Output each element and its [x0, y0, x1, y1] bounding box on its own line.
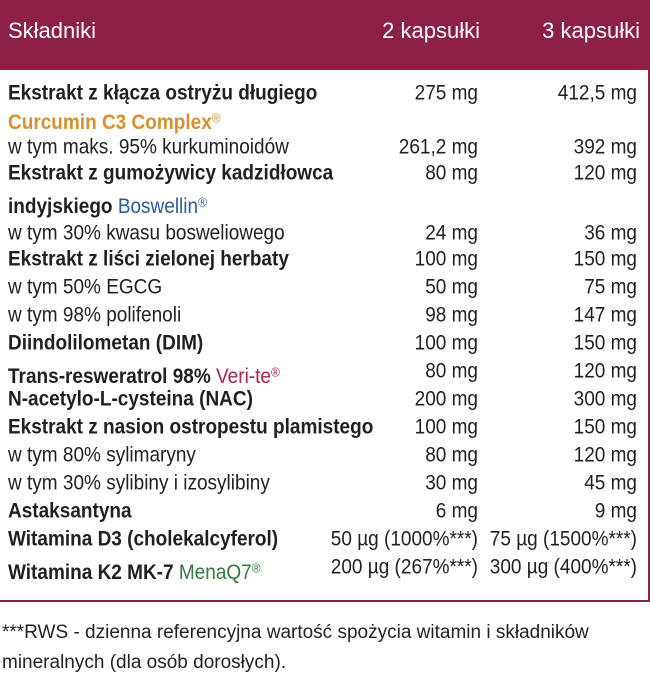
ingredient-name: Witamina D3 (cholekalcyferol) — [8, 528, 279, 552]
value-3-capsules: 75 mg — [584, 276, 637, 300]
value-3-capsules: 150 mg — [573, 332, 637, 356]
ingredient-name: w tym 30% kwasu bosweliowego — [8, 222, 285, 246]
ingredient-name: Ekstrakt z liści zielonej herbaty — [8, 248, 289, 272]
value-3-capsules: 120 mg — [573, 162, 637, 186]
footnote: ***RWS - dzienna referencyjna wartość spożycia witamin i składników mineralnych (dla osób dorosłych). — [2, 622, 589, 673]
value-3-capsules: 150 mg — [573, 416, 637, 440]
value-2-capsules: 50 mg — [425, 276, 478, 300]
ingredient-name: N-acetylo-L-cysteina (NAC) — [8, 388, 253, 412]
value-2-capsules: 100 mg — [414, 416, 478, 440]
value-3-capsules: 120 mg — [573, 360, 637, 384]
ingredient-name-text: Trans-resweratrol 98% — [8, 365, 211, 389]
ingredient-name — [8, 556, 261, 586]
header-2-capsules: 2 kapsułki — [382, 18, 480, 43]
table-bottom-rule — [0, 600, 650, 602]
value-2-capsules: 80 mg — [425, 444, 478, 468]
header-ingredients: Składniki — [8, 18, 97, 43]
ingredient-name — [8, 360, 280, 390]
ingredient-name — [8, 190, 207, 220]
value-3-capsules: 75 µg (1500%***) — [489, 528, 637, 552]
value-3-capsules: 392 mg — [573, 136, 637, 160]
ingredient-name: w tym 50% EGCG — [8, 276, 163, 300]
registered-mark: ® — [251, 560, 261, 576]
ingredient-name: Ekstrakt z nasion ostropestu plamistego — [8, 416, 374, 440]
value-3-capsules: 36 mg — [584, 222, 637, 246]
ingredient-name-text: indyjskiego — [8, 195, 113, 219]
brand-menaq7: MenaQ7 — [178, 561, 252, 585]
value-3-capsules: 9 mg — [594, 500, 637, 524]
value-2-capsules: 98 mg — [425, 304, 478, 328]
brand-boswellin: Boswellin — [117, 195, 199, 219]
value-2-capsules: 200 µg (267%***) — [330, 556, 478, 580]
ingredient-name: Ekstrakt z gumożywicy kadzidłowca — [8, 162, 334, 186]
ingredients-table — [0, 70, 650, 600]
value-3-capsules: 150 mg — [573, 248, 637, 272]
registered-mark: ® — [270, 364, 280, 380]
ingredient-name: w tym maks. 95% kurkuminoidów — [8, 136, 289, 160]
value-2-capsules: 100 mg — [414, 248, 478, 272]
ingredient-name: w tym 80% sylimaryny — [8, 444, 196, 468]
value-2-capsules: 261,2 mg — [398, 136, 478, 160]
header-3-capsules: 3 kapsułki — [542, 18, 640, 43]
value-2-capsules: 24 mg — [425, 222, 478, 246]
ingredient-name: w tym 30% sylibiny i izosylibiny — [8, 472, 270, 496]
value-2-capsules: 50 µg (1000%***) — [330, 528, 478, 552]
registered-mark: ® — [211, 110, 221, 126]
value-2-capsules: 80 mg — [425, 162, 478, 186]
value-2-capsules: 200 mg — [414, 388, 478, 412]
value-3-capsules: 147 mg — [573, 304, 637, 328]
ingredient-name: Ekstrakt z kłącza ostryżu długiego — [8, 82, 318, 106]
value-3-capsules: 412,5 mg — [557, 82, 637, 106]
ingredient-name: w tym 98% polifenoli — [8, 304, 182, 328]
value-2-capsules: 6 mg — [435, 500, 478, 524]
registered-mark: ® — [198, 194, 207, 210]
value-3-capsules: 300 mg — [573, 388, 637, 412]
ingredient-name: Diindolilometan (DIM) — [8, 332, 204, 356]
brand-curcumin: Curcumin C3 Complex — [8, 111, 212, 135]
brand-verite: Veri-te — [216, 365, 271, 389]
value-2-capsules: 80 mg — [425, 360, 478, 384]
value-2-capsules: 30 mg — [425, 472, 478, 496]
ingredient-name: Astaksantyna — [8, 500, 132, 524]
value-3-capsules: 45 mg — [584, 472, 637, 496]
value-2-capsules: 100 mg — [414, 332, 478, 356]
table-header — [0, 0, 650, 70]
value-3-capsules: 120 mg — [573, 444, 637, 468]
value-3-capsules: 300 µg (400%***) — [489, 556, 637, 580]
ingredient-name — [8, 106, 221, 136]
value-2-capsules: 275 mg — [414, 82, 478, 106]
ingredient-name-text: Witamina K2 MK-7 — [8, 561, 174, 585]
